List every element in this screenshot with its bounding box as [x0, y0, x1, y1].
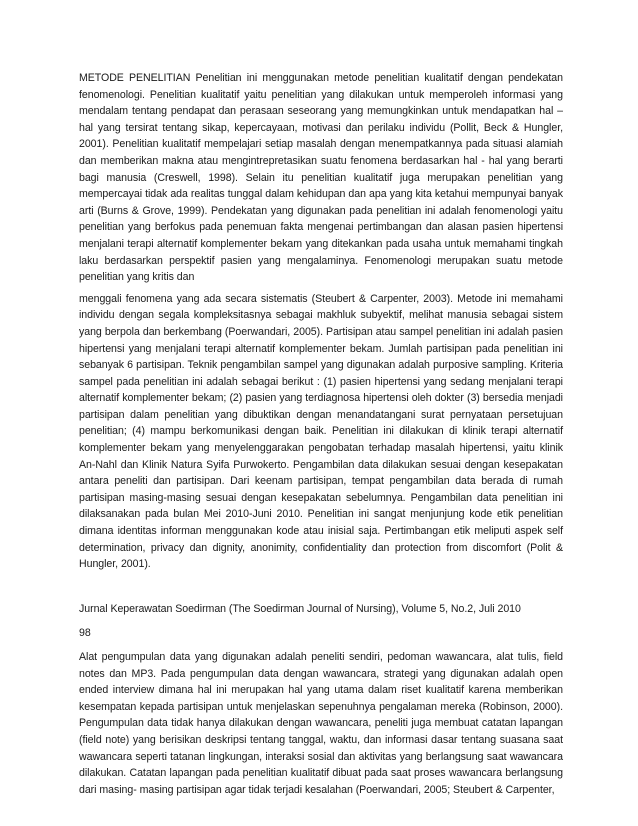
paragraph-metode-penelitian: METODE PENELITIAN Penelitian ini menggunakan metode penelitian kualitatif dengan pendekatan fenomenologi. Penelitian kualitatif yaitu penelitian yang dilakukan untuk memperoleh informasi yang mendalam tentang pendapat dan perasaan seseorang yang memungkinkan untuk mendapatkan hal – hal yang tersirat tentang sikap, kepercayaan, motivasi dan perilaku individu (Pollit, Beck & Hungler, 2001). Penelitian kualitatif mempelajari setiap masalah dengan menempatkannya pada situasi alamiah dan memberikan makna atau mengintrepretasikan suatu fenomena berdasarkan hal - hal yang berarti bagi manusia (Creswell, 1998). Selain itu penelitian kualitatif juga merupakan penelitian yang mempercayai tidak ada realitas tunggal dalam kehidupan dan apa yang kita ketahui mempunyai banyak arti (Burns & Grove, 1999). Pendekatan yang digunakan pada penelitian ini adalah fenomenologi yaitu penelitian yang berfokus pada penemuan fakta mengenai pertimbangan dan alasan pasien hipertensi menjalani terapi alternatif komplementer bekam yang ditekankan pada usaha untuk memahami tingkah laku berdasarkan perspektif pasien yang mengalaminya. Fenomenologi merupakan suatu metode penelitian yang kritis dan [79, 72, 563, 284]
page-number: 98 [79, 627, 91, 640]
journal-citation-line: Jurnal Keperawatan Soedirman (The Soedirman Journal of Nursing), Volume 5, No.2, Juli 2010 [79, 602, 521, 615]
document-page [79, 70, 563, 798]
paragraph-partisipan: menggali fenomena yang ada secara sistematis (Steubert & Carpenter, 2003). Metode ini memahami individu dengan segala kompleksitasnya sebagai makhluk subyektif, melihat manusia sebagai sistem yang berpola dan berkembang (Poerwandari, 2005). Partisipan atau sampel penelitian ini adalah pasien hipertensi yang menjalani terapi alternatif komplementer bekam. Jumlah partisipan pada penelitian ini sebanyak 6 partisipan. Teknik pengambilan sampel yang digunakan adalah purposive sampling. Kriteria sampel pada penelitian ini adalah sebagai berikut : (1) pasien hipertensi yang sedang menjalani terapi alternatif komplementer bekam; (2) pasien yang terdiagnosa hipertensi oleh dokter (3) bersedia menjadi partisipan dalam penelitian yang dibuktikan dengan menandatangani surat pernyataan persetujuan penelitian; (4) mampu berkomunikasi dengan baik. Penelitian ini dilakukan di klinik terapi alternatif komplementer bekam yang menyelenggarakan pengobatan terhadap masalah hipertensi, yaitu klinik An-Nahl dan Klinik Natura Syifa Purwokerto. Pengambilan data dilakukan sesuai dengan kesepakatan antara peneliti dan partisipan. Dari keenam partisipan, tempat pengambilan data berada di rumah partisipan masing-masing sesuai dengan kesepakatan sebelumnya. Pengambilan data penelitian ini dilaksanakan pada bulan Mei 2010-Juni 2010. Penelitian ini sangat menjunjung kode etik penelitian dimana identitas informan menggunakan kode atau inisial saja. Pertimbangan etik meliputi aspek self determination, privacy dan dignity, anonimity, confidentiality dan protection from discomfort (Polit & Hungler, 2001). [79, 292, 563, 571]
paragraph-alat-pengumpulan-data: Alat pengumpulan data yang digunakan adalah peneliti sendiri, pedoman wawancara, alat tulis, field notes dan MP3. Pada pengumpulan data dengan wawancara, strategi yang digunakan adalah open ended interview dimana hal ini merupakan hal yang utama dalam riset kualitatif karena memberikan kesempatan kepada partisipan untuk menjelaskan sepenuhnya pengalaman mereka (Robinson, 2000). Pengumpulan data tidak hanya dilakukan dengan wawancara, peneliti juga membuat catatan lapangan (field note) yang berisikan deskripsi tentang tanggal, waktu, dan informasi dasar tentang suasana saat wawancara seperti tatanan lingkungan, interaksi sosial dan aktivitas yang berlangsung saat wawancara dilakukan. Catatan lapangan pada penelitian kualitatif dibuat pada saat proses wawancara berlangsung dari masing- masing partisipan agar tidak terjadi kesalahan (Poerwandari, 2005; Steubert & Carpenter, [79, 651, 563, 796]
